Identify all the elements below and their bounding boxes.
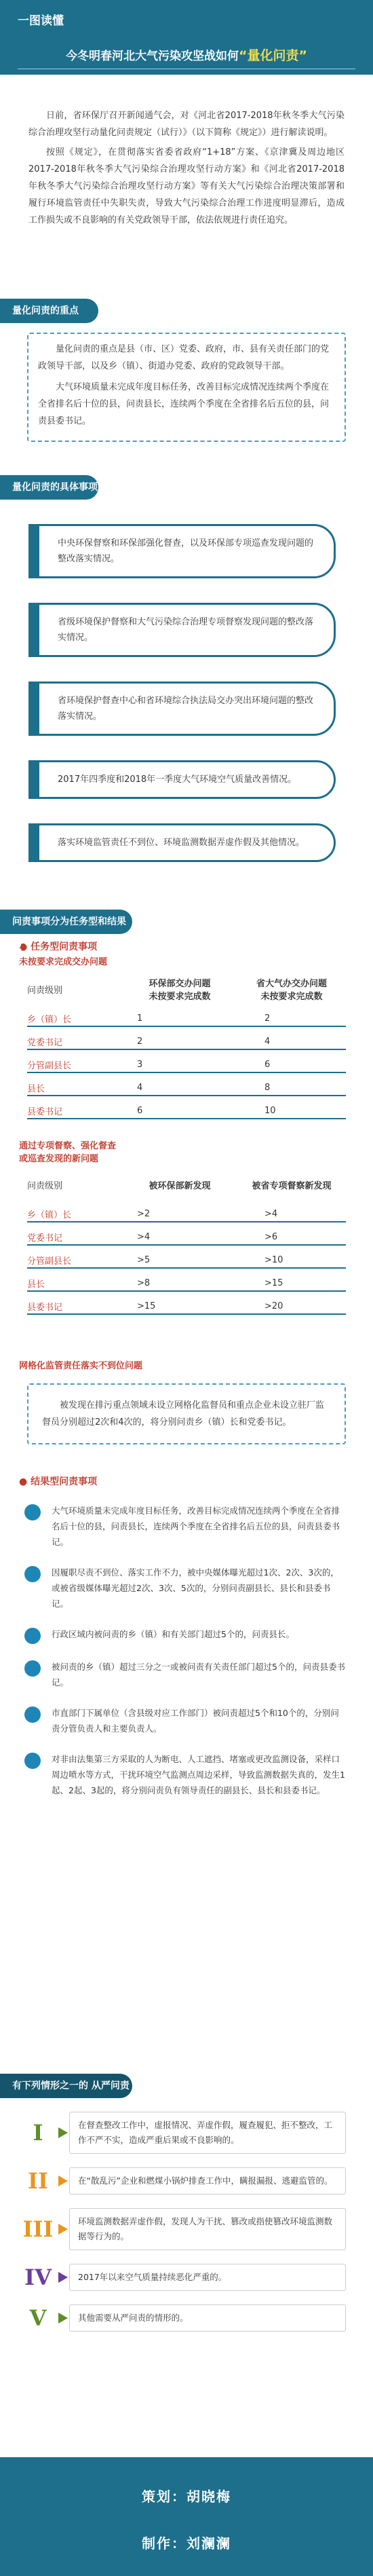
table-b-caption: [19, 1138, 373, 1164]
roman-numeral: II: [28, 2168, 48, 2194]
section-strict-accountability: [0, 2074, 373, 2345]
result-text: 大气环境质量未完成年度目标任务，改善目标完成情况连续两个季度在全省排名后十位的县，问责县长，连续两个季度在全省排名后五位的县，问责县委书记。: [52, 1506, 340, 1547]
table-row: [27, 1202, 346, 1225]
result-text: 行政区域内被问责的乡（镇）和有关部门超过5个的，问责县长。: [52, 1629, 294, 1639]
bullet-dot-icon: [24, 1706, 41, 1723]
section-title: 量化问责的重点: [0, 299, 98, 323]
row-value: >20: [264, 1301, 283, 1311]
section-title: 问责事项分为任务型和结果型: [0, 910, 132, 934]
pill-item: [28, 823, 336, 862]
table-row: [27, 1007, 346, 1030]
row-value: 4: [264, 1036, 271, 1047]
intro-paragraph: 日前，省环保厅召开新闻通气会，对《河北省2017-2018年秋冬季大气污染综合治理攻坚行动量化问责规定（试行）》（以下简称《规定》）进行解读说明。: [28, 111, 345, 138]
pill-item: [28, 760, 336, 799]
row-value: >4: [264, 1208, 278, 1219]
roman-numeral: V: [29, 2305, 47, 2331]
table-b: [27, 1167, 346, 1318]
table-row: [27, 1099, 346, 1122]
bullet-dot-icon: [24, 1504, 41, 1520]
row-value: 6: [264, 1059, 271, 1070]
section-item-types: [0, 910, 373, 1813]
result-item: [24, 1503, 346, 1550]
table-header: [27, 971, 346, 1007]
col-header-province: [237, 976, 346, 1002]
section-title: 有下列情形之一的 从严问责: [0, 2074, 132, 2098]
bullet-dot-icon: [24, 1628, 41, 1644]
grid-supervision-caption: 网格化监管责任落实不到位问题: [19, 1361, 143, 1371]
grid-supervision-notice: 被发现在排污重点领域未设立网格化监督员和重点企业未设立驻厂监督员分别超过2次和4次的，将分别问责乡（镇）长和党委书记。: [27, 1383, 346, 1444]
arrow-right-icon: [58, 2216, 69, 2243]
table-a: [27, 971, 346, 1122]
title-prefix: 今冬明春河北大气污染攻坚战如何: [66, 50, 239, 63]
bullet-dot-icon: [24, 1753, 41, 1769]
row-underline: [27, 1267, 346, 1269]
row-value: >5: [137, 1254, 151, 1265]
row-level: 县委书记: [27, 1106, 63, 1117]
pill-item: [28, 524, 336, 578]
intro-text: [0, 75, 373, 238]
row-value: >6: [264, 1231, 278, 1242]
row-value: >2: [137, 1208, 151, 1219]
result-type-heading: ● 结果型问责事项: [19, 1476, 98, 1487]
task-type-heading: ● 任务型问责事项: [19, 941, 98, 952]
row-level: 县委书记: [27, 1302, 63, 1313]
arrow-right-icon: [58, 2119, 69, 2146]
title-highlight: “量化问责”: [239, 48, 307, 63]
row-value: 2: [137, 1036, 143, 1047]
table-row: [27, 1030, 346, 1053]
strict-item: [18, 2208, 346, 2250]
section-specific-items: [0, 475, 373, 862]
result-item: [24, 1751, 346, 1798]
table-row: [27, 1248, 346, 1271]
row-value: 4: [137, 1082, 143, 1093]
strict-list: [18, 2112, 346, 2332]
pill-list: [0, 524, 373, 862]
roman-numeral: IV: [24, 2264, 52, 2290]
row-value: 3: [137, 1059, 143, 1070]
credit-planner: 策划：胡晓梅: [142, 2488, 231, 2505]
row-level: 分管副县长: [27, 1256, 72, 1267]
row-value: 2: [264, 1013, 271, 1024]
pill-item: [28, 682, 336, 736]
result-item: [24, 1565, 346, 1611]
strict-text: 环境监测数据弄虚作假，发现人为干扰、篡改或指使篡改环境监测数据等行为的。: [69, 2208, 346, 2250]
col-header-province: 被省专项督察新发现: [252, 1180, 332, 1191]
strict-item: [18, 2167, 346, 2195]
col-header-province-l1: 省大气办交办问题: [256, 979, 327, 989]
result-items: [24, 1503, 346, 1798]
strict-item: [18, 2112, 346, 2154]
row-value: 8: [264, 1082, 271, 1093]
row-value: >15: [137, 1301, 156, 1311]
header-banner: [0, 0, 373, 75]
result-item: [24, 1705, 346, 1736]
col-header-ministry-l2: 未按要求完成数: [149, 992, 211, 1002]
pill-text: 落实环境监管责任不到位、环境监测数据弄虚作假及其他情况。: [58, 838, 305, 848]
result-text: 市直部门下属单位（含县级对应工作部门）被问责超过5个和10个的，分别问责分管负责人和主要负责人。: [52, 1708, 339, 1734]
roman-numeral: I: [33, 2120, 43, 2146]
result-text: 被问责的乡（镇）超过三分之一或被问责有关责任部门超过5个的，问责县委书记。: [52, 1662, 345, 1687]
col-header-ministry: 被环保部新发现: [149, 1180, 211, 1191]
result-item: [24, 1626, 346, 1644]
row-underline: [27, 1072, 346, 1073]
result-item: [24, 1659, 346, 1690]
row-underline: [27, 1244, 346, 1246]
table-row: [27, 1053, 346, 1076]
table-row: [27, 1225, 346, 1248]
row-level: 乡（镇）长: [27, 1210, 72, 1220]
result-text: 因履职尽责不到位、落实工作不力，被中央媒体曝光超过1次、2次、3次的，或被省级媒体曝光超过2次、3次、5次的，分别问责副县长、县长和县委书记。: [52, 1567, 339, 1609]
result-type-label: 结果型问责事项: [31, 1476, 98, 1487]
row-underline: [27, 1290, 346, 1292]
intro-paragraph: 按照《规定》，在贯彻落实省委省政府“1+18”方案、《京津冀及周边地区2017-2018年秋冬季大气污染综合治理攻坚行动方案》和《河北省2017-2018年秋冬季大气污染综合治理攻坚行动方案》等有关大气污染综合治理决策部署和履行环境监管责任中失职失责，导致大气污染综合治理工作进度明显滞后，造成工作损失或不良影响的有关党政领导干部，依法依规进行责任追究。: [28, 147, 345, 225]
strict-item: [18, 2264, 346, 2291]
strict-item: [18, 2304, 346, 2332]
row-value: 1: [137, 1013, 143, 1024]
strict-text: 在督查整改工作中，虚报情况、弄虚作假，履查履犯、拒不整改，工作不严不实，造成严重后果或不良影响的。: [69, 2112, 346, 2154]
row-level: 县长: [27, 1083, 45, 1094]
table-b-caption-l1: 通过专项督察、强化督查: [19, 1141, 117, 1151]
row-underline: [27, 1049, 346, 1050]
table-row: [27, 1076, 346, 1099]
arrow-right-icon: [58, 2304, 69, 2332]
result-text: 对非由法集第三方采取的人为断电、人工遮挡、堵塞或更改监测设备，采样口周边喷水等方式，干扰环境空气监测点周边采样，导致监测数据失真的，发生1起、2起、3起的，将分别问责负有领导责任的副县长、县长和县委书记。: [52, 1754, 345, 1795]
strict-text: 在“散乱污”企业和燃煤小锅炉排查工作中，瞒报漏报、逃避监管的。: [69, 2167, 346, 2195]
row-level: 党委书记: [27, 1037, 63, 1048]
table-a-caption: 未按要求完成交办问题: [19, 957, 108, 967]
row-value: >4: [137, 1231, 151, 1242]
pill-text: 省环境保护督查中心和省环境综合执法局交办突出环境问题的整改落实情况。: [58, 696, 314, 722]
pill-text: 2017年四季度和2018年一季度大气环境空气质量改善情况。: [58, 774, 297, 785]
header-tag: 一图读懂: [18, 14, 64, 28]
page-title: [18, 45, 355, 64]
strict-text: 其他需要从严问责的情形的。: [69, 2304, 346, 2332]
row-value: >10: [264, 1254, 283, 1265]
row-value: >8: [137, 1277, 151, 1288]
col-header-level: 问责级别: [27, 985, 63, 996]
col-header-ministry: [122, 976, 237, 1002]
row-underline: [27, 1118, 346, 1119]
row-level: 乡（镇）长: [27, 1014, 72, 1025]
arrow-right-icon: [58, 2167, 69, 2195]
table-header: [27, 1167, 346, 1202]
key-point-paragraph: 量化问责的重点是县（市、区）党委、政府，市、县有关责任部门的党政领导干部，以及乡（镇）、街道办党委、政府的党政领导干部。: [38, 344, 330, 371]
row-value: 6: [137, 1105, 143, 1116]
row-value: 10: [264, 1105, 276, 1116]
row-level: 县长: [27, 1279, 45, 1290]
task-type-label: 任务型问责事项: [31, 941, 98, 952]
row-underline: [27, 1221, 346, 1222]
key-point-paragraph: 大气环境质量未完成年度目标任务，改善目标完成情况连续两个季度在全省排名后十位的县，问责县长，连续两个季度在全省排名后五位的县，问责县委书记。: [38, 382, 330, 426]
roman-numeral: III: [22, 2216, 54, 2242]
strict-text: 2017年以来空气质量持续恶化严重的。: [69, 2264, 346, 2291]
table-row: [27, 1294, 346, 1318]
col-header-level: 问责级别: [27, 1180, 63, 1191]
row-underline: [27, 1313, 346, 1315]
pill-item: [28, 603, 336, 657]
table-row: [27, 1271, 346, 1294]
row-level: 分管副县长: [27, 1060, 72, 1071]
key-points-box: [27, 333, 346, 442]
row-value: >15: [264, 1277, 283, 1288]
arrow-right-icon: [58, 2264, 69, 2291]
col-header-ministry-l1: 环保部交办问题: [149, 979, 211, 989]
section-title: 量化问责的具体事项: [0, 475, 98, 500]
footer-credits: [0, 2457, 373, 2576]
pill-text: 中央环保督察和环保部强化督查，以及环保部专项巡查发现问题的整改落实情况。: [58, 538, 314, 564]
bullet-dot-icon: [24, 1660, 41, 1677]
row-underline: [27, 1095, 346, 1096]
bullet-dot-icon: [24, 1566, 41, 1582]
row-level: 党委书记: [27, 1233, 63, 1244]
col-header-province-l2: 未按要求完成数: [260, 992, 323, 1002]
table-b-caption-l2: 或巡查发现的新问题: [19, 1154, 99, 1164]
row-underline: [27, 1026, 346, 1027]
pill-text: 省级环境保护督察和大气污染综合治理专项督察发现问题的整改落实情况。: [58, 617, 314, 643]
credit-producer: 制作：刘澜澜: [142, 2535, 231, 2552]
section-key-points: [0, 299, 373, 442]
